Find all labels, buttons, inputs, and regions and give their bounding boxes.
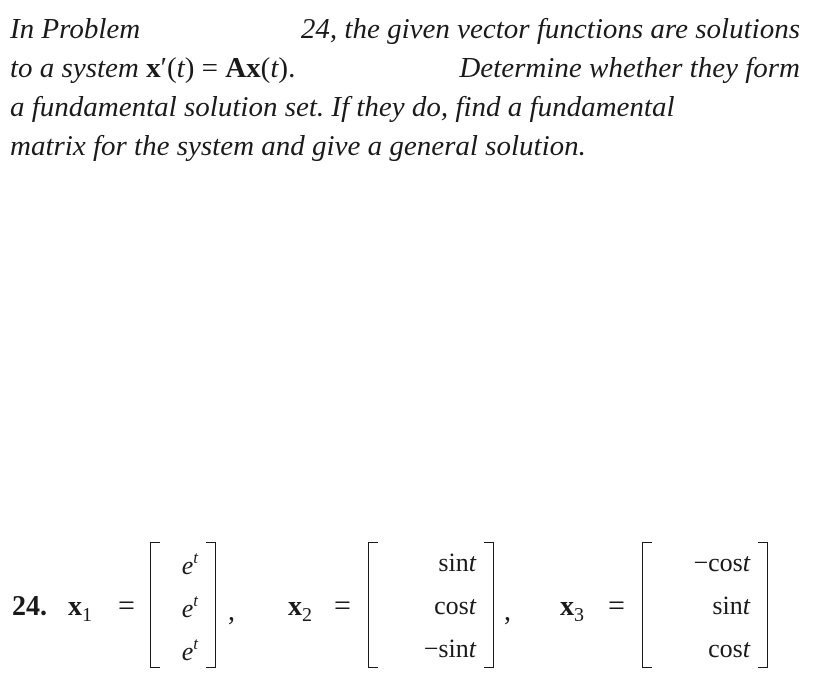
right-bracket — [758, 542, 768, 668]
x3-row-1 — [693, 548, 750, 578]
statement-line-1 — [10, 10, 800, 49]
equals-sign-1: = — [118, 589, 135, 622]
matrix-x3 — [642, 540, 768, 670]
exp-power: t — [193, 591, 198, 610]
prime-paren: ′( — [160, 52, 177, 84]
open-paren: ( — [260, 52, 271, 84]
x1-subscript: 1 — [82, 604, 92, 626]
left-bracket — [642, 542, 652, 668]
comma-1: , — [228, 596, 235, 627]
x1-row-2 — [182, 591, 198, 624]
exp-base: e — [181, 637, 194, 666]
var-t: t — [176, 52, 185, 84]
statement-line-1-rest: 24, the given vector functions are solutions — [300, 13, 800, 45]
x1-row-1 — [182, 548, 198, 581]
fn-arg: t — [742, 548, 750, 577]
vector-x-symbol: x — [146, 52, 161, 84]
x3-subscript: 3 — [574, 604, 584, 626]
x2-subscript: 2 — [302, 604, 312, 626]
vector-x3-label — [560, 591, 584, 627]
x3-symbol: x — [560, 591, 574, 622]
fn-name: −sin — [423, 634, 469, 663]
comma-2: , — [504, 596, 511, 627]
fn-arg: t — [742, 634, 750, 663]
matrix-x2 — [368, 540, 494, 670]
x1-row-3 — [182, 634, 198, 667]
statement-intro: In Problem — [10, 13, 141, 45]
var-t-2: t — [270, 52, 279, 84]
x2-symbol: x — [288, 591, 302, 622]
close-paren: ). — [278, 52, 296, 84]
right-bracket — [206, 542, 216, 668]
x2-row-2 — [434, 591, 476, 621]
right-bracket — [484, 542, 494, 668]
equals-symbol: ) = — [184, 52, 226, 84]
fn-arg: t — [742, 591, 750, 620]
left-bracket — [368, 542, 378, 668]
statement-line-2 — [10, 49, 800, 88]
fn-arg: t — [468, 591, 476, 620]
statement-line-3-text: a fundamental solution set. If they do, find a fundamental — [10, 91, 675, 123]
statement-line-4 — [10, 127, 800, 166]
x3-row-2 — [712, 591, 750, 621]
fn-arg: t — [468, 548, 476, 577]
x2-row-3 — [424, 634, 476, 664]
left-bracket — [150, 542, 160, 668]
equals-sign-2: = — [334, 589, 351, 622]
fn-name: cos — [708, 634, 743, 663]
statement-line-4-text: matrix for the system and give a general solution. — [10, 130, 586, 162]
statement-line-3 — [10, 88, 800, 127]
statement-line-2-start — [10, 49, 295, 88]
vector-x2-label — [288, 591, 312, 627]
exp-base: e — [181, 594, 194, 623]
vector-x1-label — [68, 591, 92, 627]
problem-statement — [10, 10, 800, 166]
fn-name: sin — [438, 548, 469, 577]
exp-power: t — [193, 634, 198, 653]
fn-name: −cos — [693, 548, 743, 577]
equals-sign-3: = — [608, 589, 625, 622]
x3-row-3 — [708, 634, 750, 664]
statement-text: to a system — [10, 52, 147, 84]
fn-name: sin — [712, 591, 743, 620]
problem-number: 24. — [12, 591, 47, 622]
exp-base: e — [181, 551, 194, 580]
fn-name: cos — [434, 591, 469, 620]
matrix-x1 — [150, 540, 216, 670]
x1-symbol: x — [68, 591, 82, 622]
exp-power: t — [193, 548, 198, 567]
matrix-A-x-symbol: Ax — [225, 52, 261, 84]
x2-row-1 — [438, 548, 476, 578]
fn-arg: t — [468, 634, 476, 663]
statement-line-2-rest: Determine whether they form — [459, 52, 800, 84]
